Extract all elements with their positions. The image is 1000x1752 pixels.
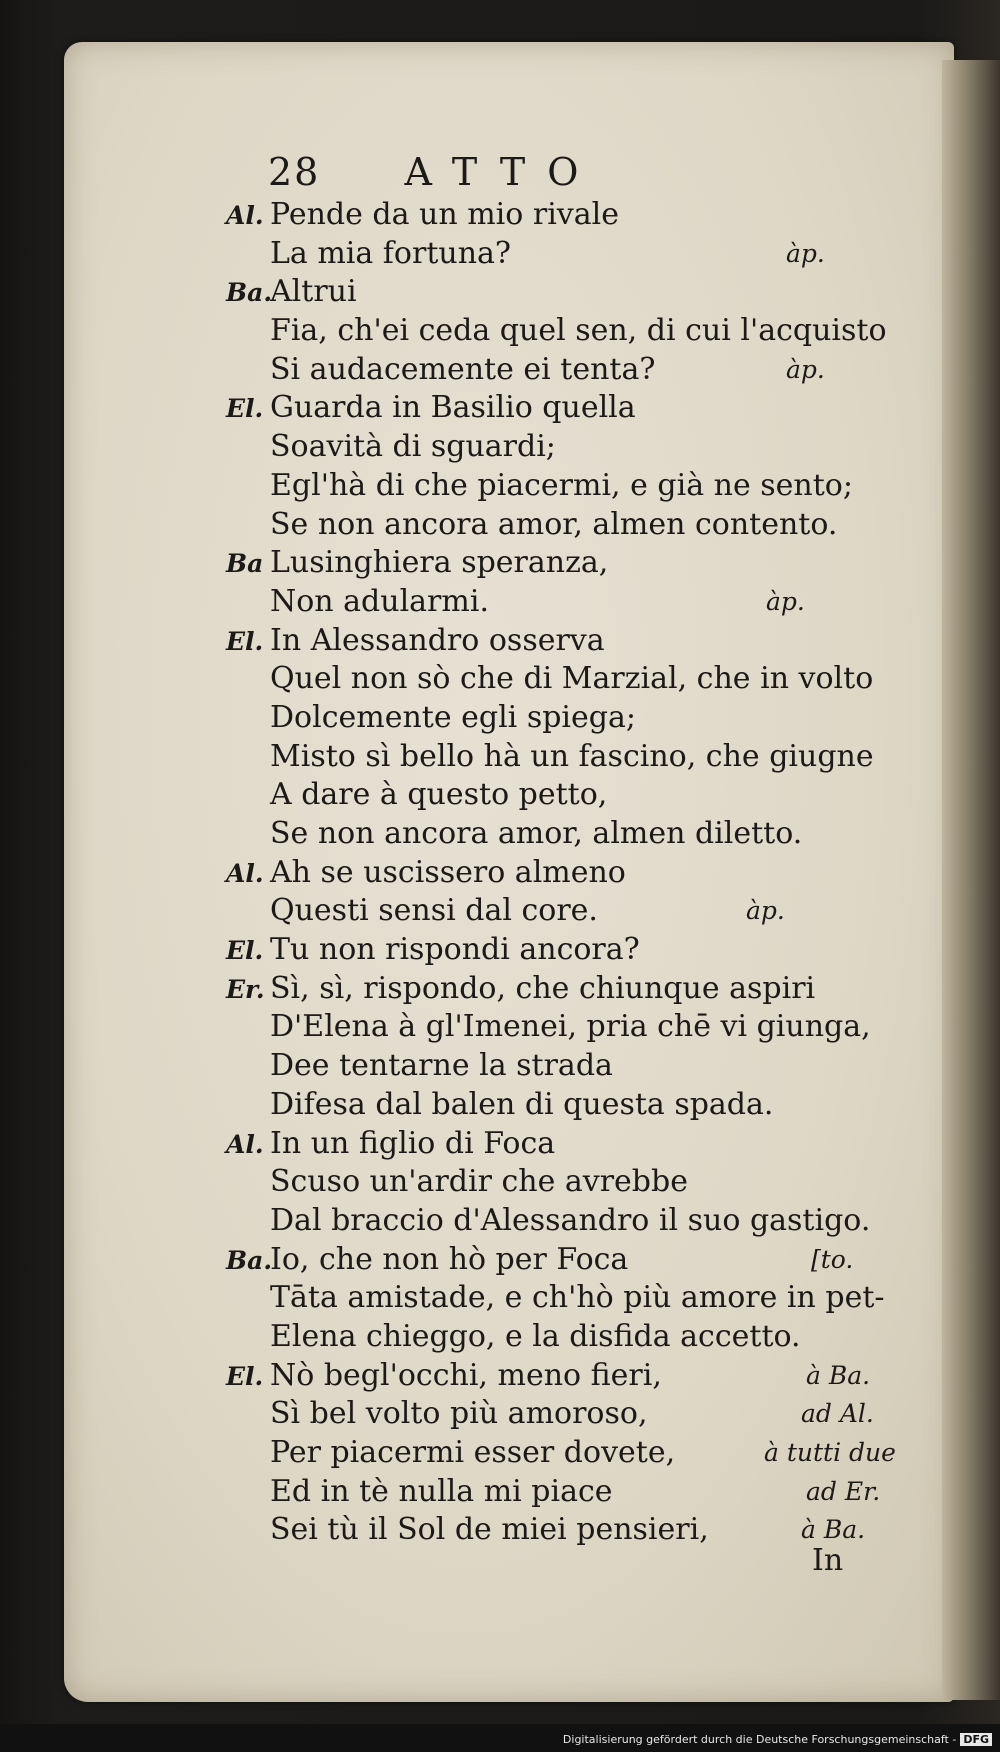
verse-text: Soavità di sguardi; <box>270 429 556 465</box>
speaker-label: Al. <box>226 201 264 230</box>
verse-text: Fia, ch'ei ceda quel sen, di cui l'acquisto <box>270 313 887 349</box>
verse-text: Difesa dal balen di questa spada. <box>270 1086 774 1122</box>
footer-credit-text: Digitalisierung gefördert durch die Deutsche Forschungsgemeinschaft - <box>562 1733 957 1746</box>
stage-direction: à tutti due <box>764 1438 896 1467</box>
verse-text: Egl'hà di che piacermi, e già ne sento; <box>270 467 853 503</box>
verse-text: Ed in tè nulla mi piace <box>270 1473 613 1509</box>
verse-text: Lusinghiera speranza, <box>270 545 609 581</box>
text-line <box>226 428 926 467</box>
speaker-label: Ba <box>226 549 264 579</box>
text-line <box>226 389 926 428</box>
stage-direction: àp. <box>786 238 825 268</box>
text-line <box>226 776 926 815</box>
stage-direction: à Ba. <box>806 1360 871 1390</box>
adjacent-page-edge <box>942 60 1000 1700</box>
verse-text: Dolcemente egli spiega; <box>270 699 636 735</box>
verse-text: Altrui <box>270 274 357 310</box>
verse-text: In Alessandro osserva <box>270 622 605 658</box>
verse-text: Io, che non hò per Foca <box>270 1241 629 1277</box>
footer-credit <box>563 1733 992 1746</box>
verse-text: Se non ancora amor, almen diletto. <box>270 816 803 851</box>
verse-text: Guarda in Basilio quella <box>270 390 636 426</box>
stage-direction: ad Al. <box>801 1399 874 1429</box>
text-line <box>226 506 926 545</box>
verse-text: In un figlio di Foca <box>270 1125 556 1161</box>
stage-direction: [to. <box>811 1244 854 1274</box>
speaker-label: El. <box>226 626 264 656</box>
verse-text: Scuso un'ardir che avrebbe <box>270 1164 688 1200</box>
verse-text: Nò begl'occhi, meno fieri, <box>270 1357 662 1393</box>
footer-bar <box>0 1724 1000 1752</box>
verse-text: Sì, sì, rispondo, che chiunque aspiri <box>270 970 816 1006</box>
text-line <box>226 1086 926 1125</box>
verse-text: Ah se uscissero almeno <box>270 854 626 890</box>
text-line <box>226 544 926 583</box>
text-line <box>226 196 926 235</box>
verse-text: Pende da un mio rivale <box>270 197 619 232</box>
text-line <box>226 1163 926 1202</box>
text-line <box>226 1202 926 1241</box>
verse-text: D'Elena à gl'Imenei, pria chē vi giunga, <box>270 1009 871 1045</box>
text-line <box>226 892 926 931</box>
text-line <box>226 738 926 777</box>
speaker-label: Er. <box>226 974 265 1004</box>
text-line <box>226 660 926 699</box>
text-line <box>226 1395 926 1434</box>
verse-text: Tu non rispondi ancora? <box>270 932 640 968</box>
catchword: In <box>812 1543 844 1578</box>
verse-text: Per piacermi esser dovete, <box>270 1435 676 1470</box>
speaker-label: El. <box>226 1361 264 1391</box>
text-line <box>226 970 926 1009</box>
text-line <box>226 1047 926 1086</box>
text-line <box>226 622 926 661</box>
text-line <box>226 1318 926 1357</box>
text-line <box>226 931 926 970</box>
stage-direction: àp. <box>746 896 785 926</box>
text-line <box>226 815 926 854</box>
verse-text: Elena chieggo, e la disfida accetto. <box>270 1318 801 1354</box>
stage-direction: àp. <box>786 354 825 384</box>
text-line <box>226 467 926 506</box>
verse-text: Sì bel volto più amoroso, <box>270 1396 648 1432</box>
text-line <box>226 1473 926 1512</box>
text-line <box>226 854 926 893</box>
speaker-label: El. <box>226 394 264 424</box>
stage-direction: à Ba. <box>801 1515 866 1545</box>
text-line <box>226 312 926 351</box>
text-line <box>226 1357 926 1396</box>
stage-direction: ad Er. <box>806 1476 881 1506</box>
page-number: 28 <box>268 150 321 194</box>
text-line <box>226 1279 926 1318</box>
verse-text: Si audacemente ei tenta? <box>270 351 656 387</box>
stage-direction: àp. <box>766 586 805 616</box>
verse-text: Se non ancora amor, almen contento. <box>270 506 838 542</box>
verse-text: Non adularmi. <box>270 583 489 619</box>
text-line <box>226 699 926 738</box>
verse-text: Sei tù il Sol de miei pensieri, <box>270 1512 709 1548</box>
verse-text: Dee tentarne la strada <box>270 1048 613 1084</box>
text-line <box>226 1125 926 1164</box>
speaker-label: Ba. <box>226 1245 273 1275</box>
verse-text: La mia fortuna? <box>270 235 511 271</box>
speaker-label: El. <box>226 936 264 966</box>
verse-text: Misto sì bello hà un fascino, che giugne <box>270 738 874 774</box>
dfg-logo: DFG <box>960 1733 992 1746</box>
text-line <box>226 1008 926 1047</box>
speaker-label: Ba. <box>226 278 273 308</box>
verse-text: Questi sensi dal core. <box>270 893 598 929</box>
speaker-label: Al. <box>226 1129 264 1159</box>
verse-text: Dal braccio d'Alessandro il suo gastigo. <box>270 1202 871 1238</box>
text-line <box>226 235 926 274</box>
verse-text: Tāta amistade, e ch'hò più amore in pet- <box>270 1280 885 1316</box>
verse-text: A dare à questo petto, <box>270 777 608 813</box>
text-line <box>226 1434 926 1473</box>
speaker-label: Al. <box>226 858 264 888</box>
text-line <box>226 583 926 622</box>
act-heading: ATTO <box>404 150 601 194</box>
text-line <box>226 273 926 312</box>
running-header <box>268 150 600 194</box>
verse-text: Quel non sò che di Marzial, che in volto <box>270 661 874 697</box>
text-line <box>226 351 926 390</box>
text-line <box>226 1241 926 1280</box>
dialogue-text <box>226 196 926 1550</box>
